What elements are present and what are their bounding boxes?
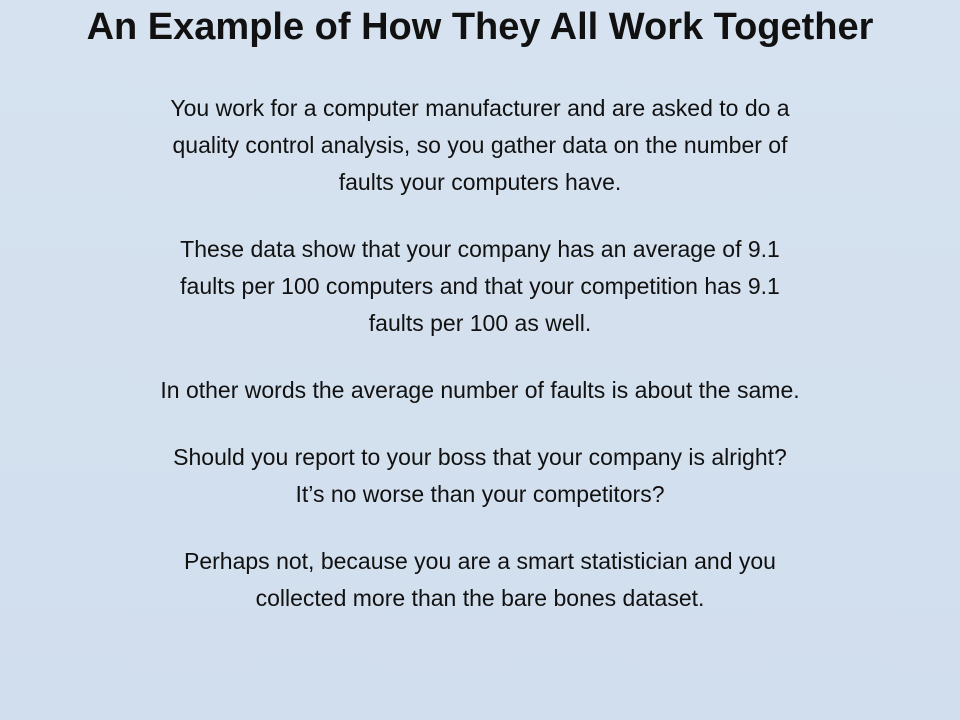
text-line: It’s no worse than your competitors? — [295, 481, 665, 507]
text-line: Perhaps not, because you are a smart statistician and you — [184, 548, 776, 574]
paragraph-scenario — [50, 90, 910, 201]
text-line: In other words the average number of faults is about the same. — [160, 377, 800, 403]
paragraph-averages — [50, 231, 910, 342]
text-line: quality control analysis, so you gather data on the number of — [172, 132, 788, 158]
text-line: faults per 100 computers and that your competition has 9.1 — [180, 273, 780, 299]
paragraph-question — [50, 439, 910, 513]
paragraph-summary — [50, 372, 910, 409]
text-line: Should you report to your boss that your company is alright? — [173, 444, 787, 470]
slide-title: An Example of How They All Work Together — [86, 6, 874, 48]
text-line: You work for a computer manufacturer and are asked to do a — [170, 95, 790, 121]
text-line: faults per 100 as well. — [368, 310, 592, 336]
slide-body — [50, 90, 910, 647]
text-line: These data show that your company has an average of 9.1 — [180, 236, 780, 262]
paragraph-conclusion — [50, 543, 910, 617]
text-line: faults your computers have. — [338, 169, 622, 195]
text-line: collected more than the bare bones dataset. — [255, 585, 705, 611]
